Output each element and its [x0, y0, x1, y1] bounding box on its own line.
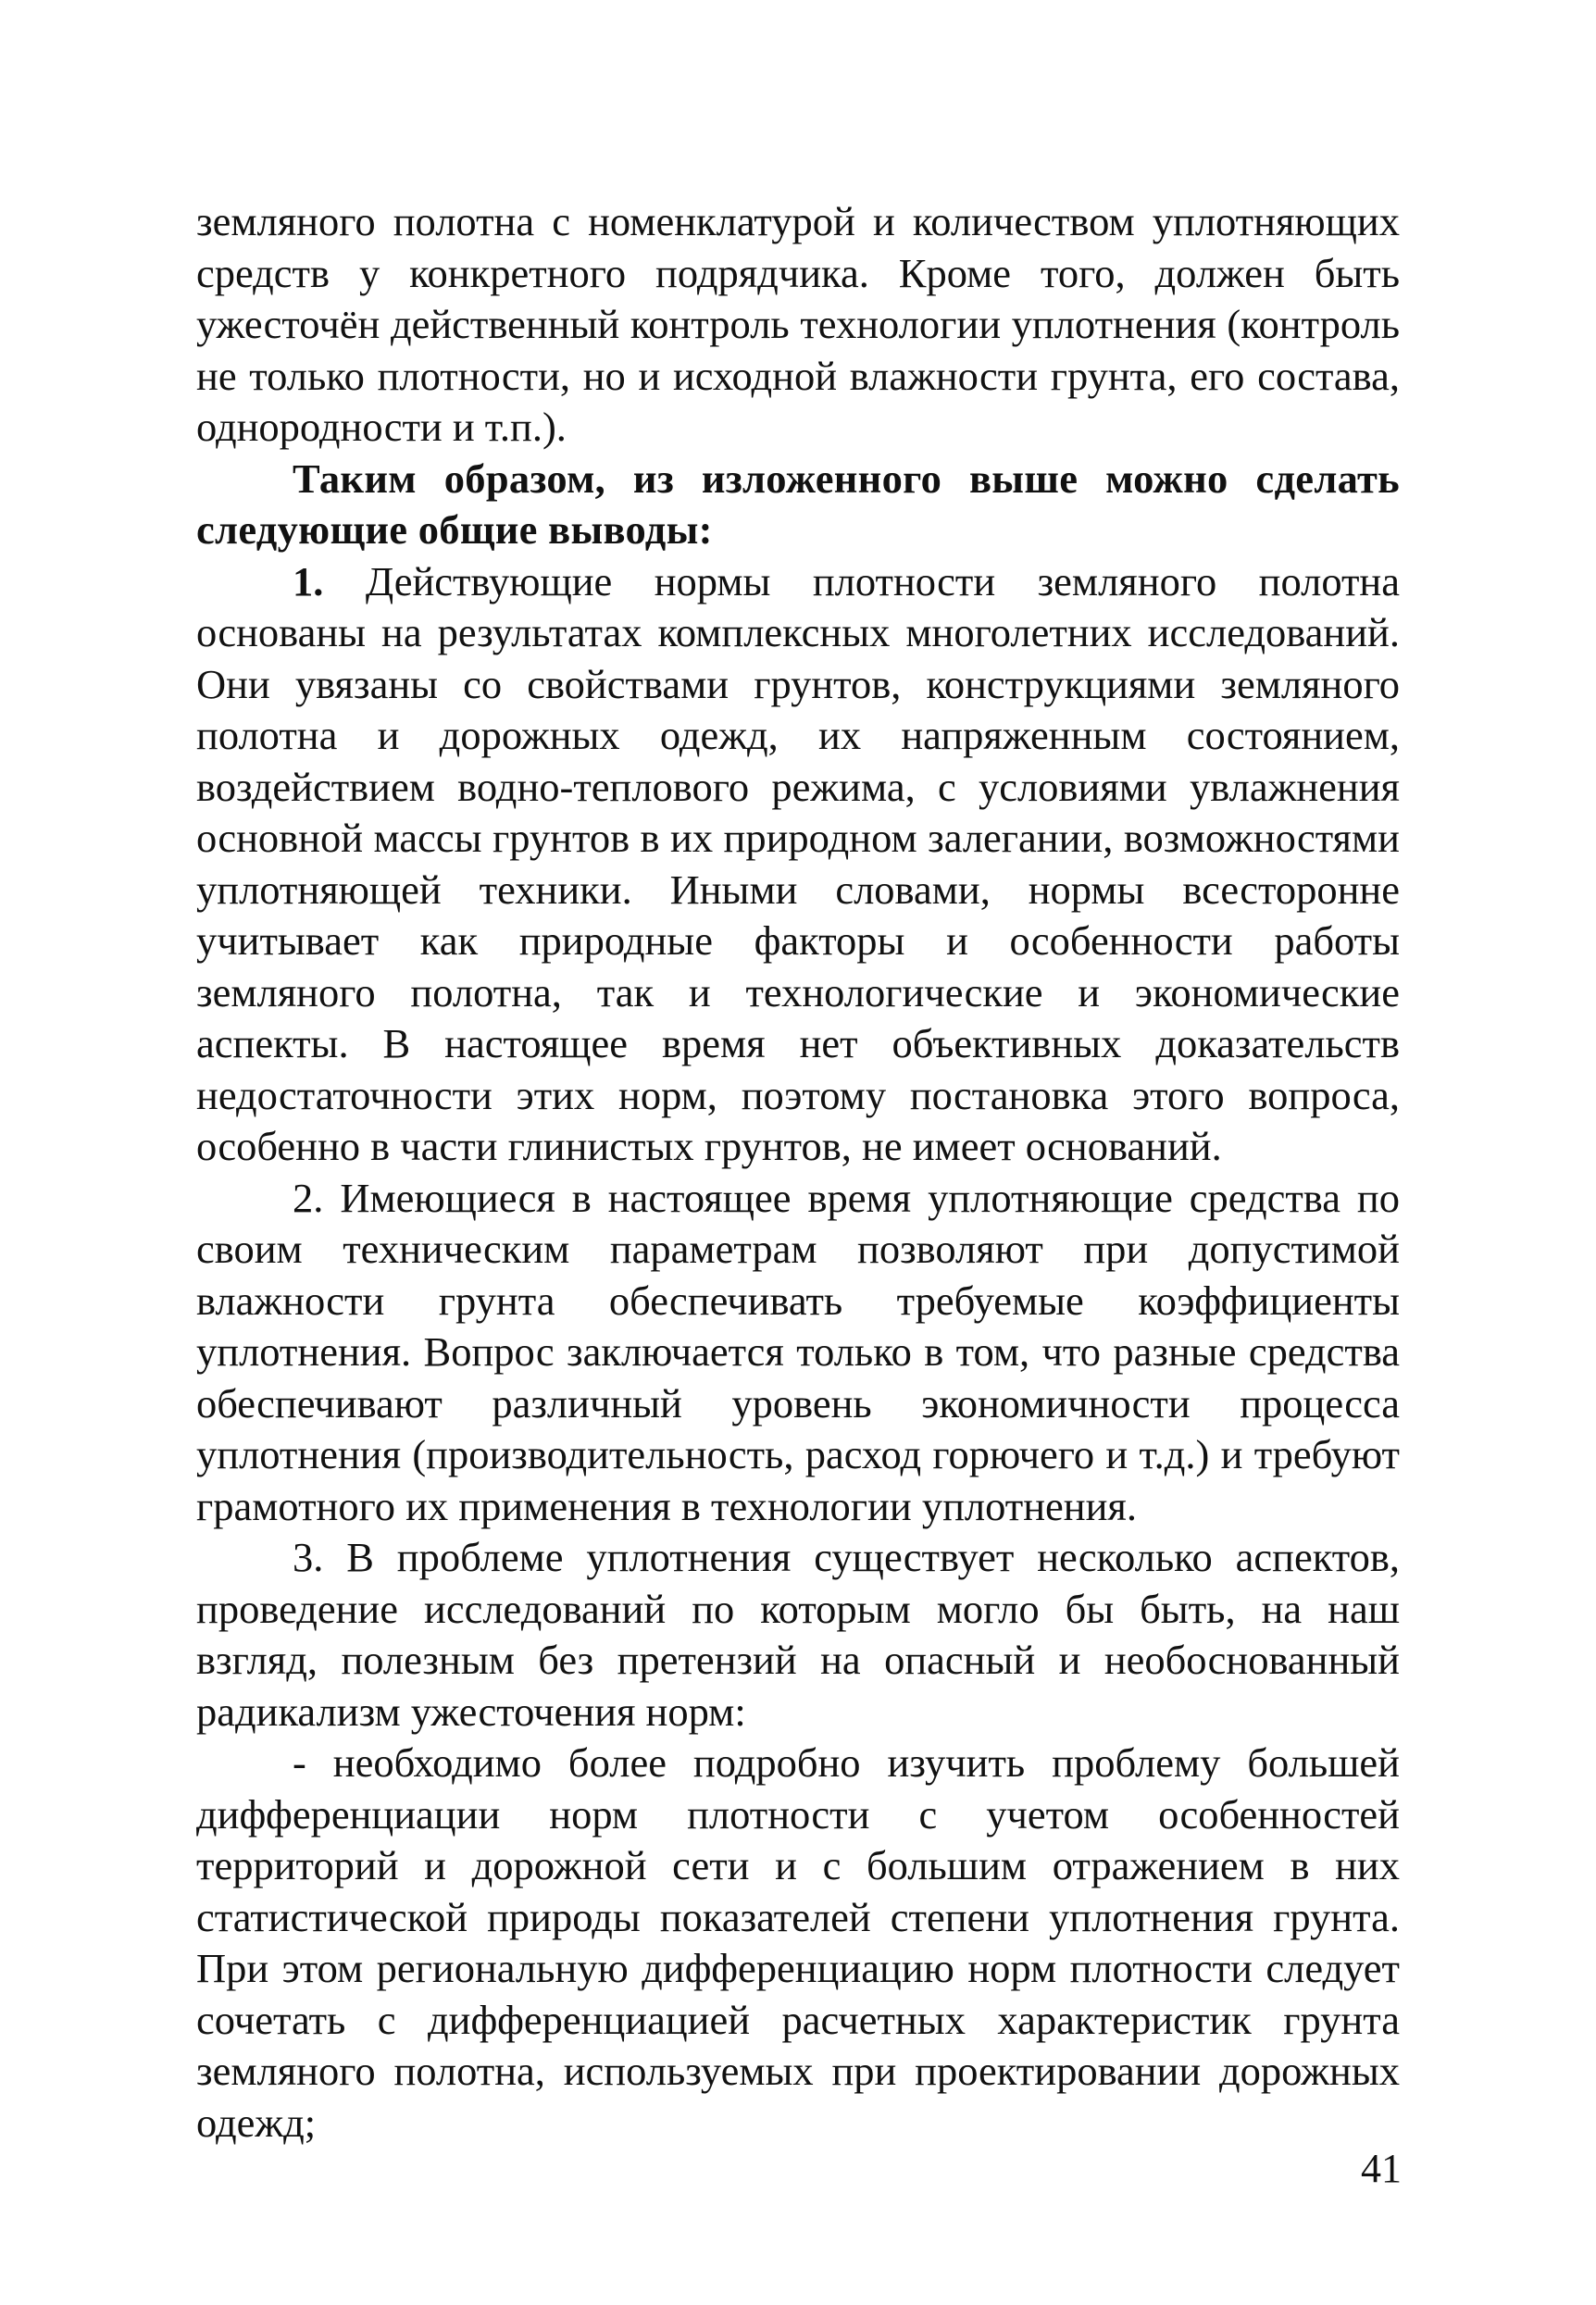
conclusions-heading: Таким образом, из изложенного выше можно сделать следующие общие выводы:: [196, 455, 1400, 553]
conclusion-1-number: 1.: [293, 557, 324, 604]
conclusion-2: 2. Имеющиеся в настоящее время уплотняющие средства по своим техническим параметрам позволяют при допустимой влажности грунта обеспечивать требуемые коэффициенты уплотнения. Вопрос заключается только в том, что разные средства обеспечивают различный уровень экономичности процесса уплотнения (производительность, расход горючего и т.д.) и требуют грамотного их применения в технологии уплотнения.: [196, 1174, 1400, 1529]
conclusion-3: 3. В проблеме уплотнения существует несколько аспектов, проведение исследований по которым могло бы быть, на наш взгляд, полезным без претензий на опасный и необоснованный радикализм ужесточения норм:: [196, 1534, 1400, 1735]
conclusion-1-text: Действующие нормы плотности земляного полотна основаны на результатах комплексных многолетних исследований. Они увязаны со свойствами грунтов, конструкциями земляного полотна и дорожных одежд, их напряженным состоянием, воздействием водно-теплового режима, с условиями увлажнения основной массы грунтов в их природном залегании, возможностями уплотняющей техники. Иными словами, нормы всесторонне учитывает как природные факторы и особенности работы земляного полотна, так и технологические и экономические аспекты. В настоящее время нет объективных доказательств недостаточности этих норм, поэтому постановка этого вопроса, особенно в части глинистых грунтов, не имеет оснований.: [196, 557, 1401, 1169]
conclusion-3-item: - необходимо более подробно изучить проблему большей дифференциации норм плотности с учетом особенностей территорий и дорожной сети и с большим отражением в них статистической природы показателей степени уплотнения грунта. При этом региональную дифференциацию норм плотности следует сочетать с дифференциацией расчетных характеристик грунта земляного полотна, используемых при проектировании дорожных одежд;: [196, 1739, 1400, 2146]
paragraph-continuation: земляного полотна с номенклатурой и количеством уплотняющих средств у конкретного подрядчика. Кроме того, должен быть ужесточён действенный контроль технологии уплотнения (контроль не только плотности, но и исходной влажности грунта, его состава, однородности и т.п.).: [196, 198, 1400, 450]
conclusion-1: [196, 556, 1400, 1173]
page-number: 41: [1361, 2146, 1402, 2191]
page-body: [196, 196, 1400, 2149]
